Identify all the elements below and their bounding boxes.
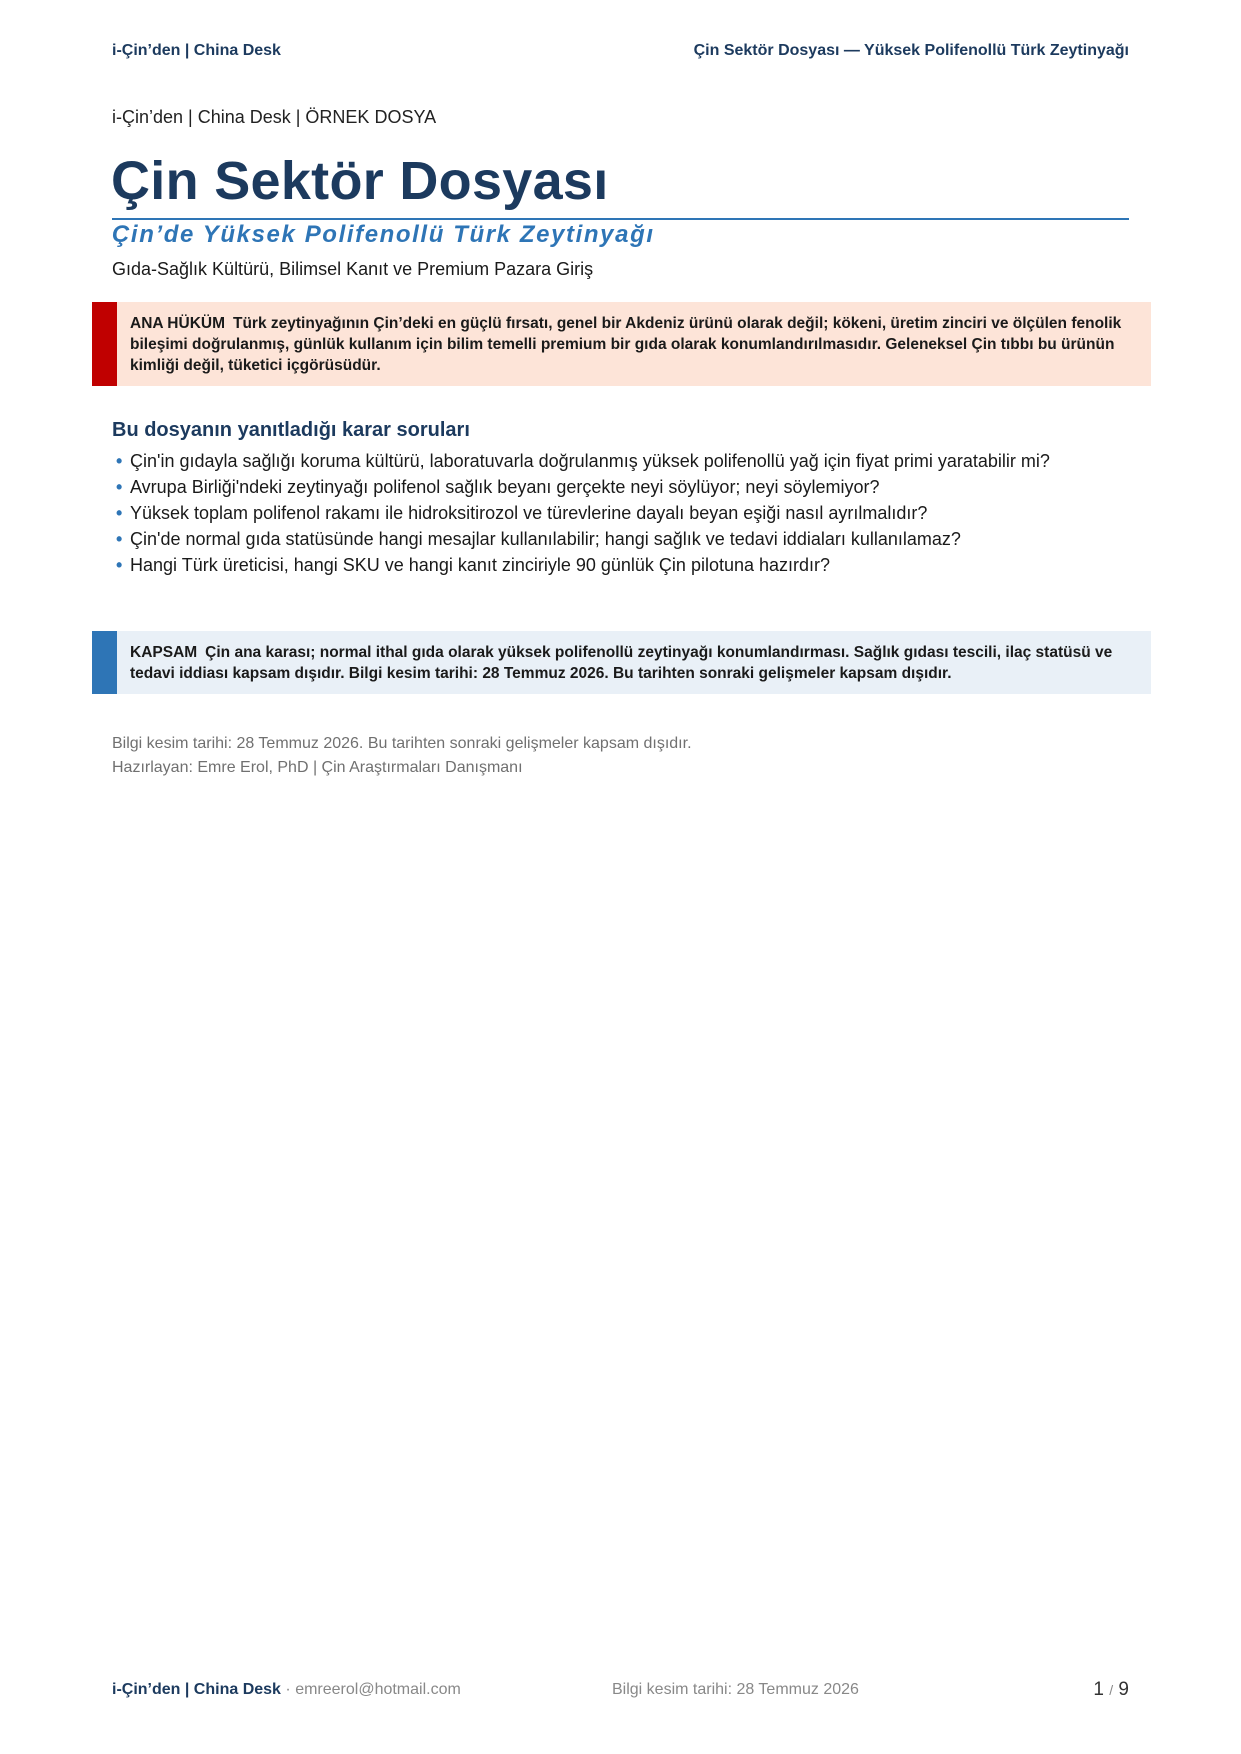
- header-document-title: Çin Sektör Dosyası — Yüksek Polifenollü Türk Zeytinyağı: [693, 42, 1129, 59]
- scope-text: Çin ana karası; normal ithal gıda olarak yüksek polifenollü zeytinyağı konumlandırması. Sağlık gıdası tescili, ilaç statüsü ve tedavi iddiası kapsam dışıdır. Bilgi kesim tarihi: 28 Temmuz 2026. Bu tarihten sonraki gelişmeler kapsam dışıdır.: [130, 644, 1113, 682]
- header-brand: i-Çin’den | China Desk: [112, 42, 281, 59]
- footer-separator: ·: [285, 1681, 291, 1698]
- question-text: Avrupa Birliği'ndeki zeytinyağı polifenol sağlık beyanı gerçekte neyi söylüyor; neyi söylemiyor?: [130, 477, 880, 497]
- page-current: 1: [1093, 1679, 1104, 1700]
- list-item: [116, 502, 1121, 525]
- question-text: Hangi Türk üreticisi, hangi SKU ve hangi kanıt zinciriyle 90 günlük Çin pilotuna hazırdır?: [130, 555, 831, 575]
- verdict-label: ANA HÜKÜM: [130, 315, 225, 332]
- author-note: Hazırlayan: Emre Erol, PhD | Çin Araştırmaları Danışmanı: [112, 759, 523, 776]
- list-item: [116, 528, 1121, 551]
- eyebrow-label: i-Çin’den | China Desk | ÖRNEK DOSYA: [112, 107, 437, 127]
- list-item: [116, 450, 1121, 473]
- question-text: Yüksek toplam polifenol rakamı ile hidroksitirozol ve türevlerine dayalı beyan eşiği nasıl ayrılmalıdır?: [130, 503, 928, 523]
- verdict-callout: [92, 302, 1151, 386]
- page-total: 9: [1118, 1679, 1129, 1700]
- page-title: Çin Sektör Dosyası: [111, 151, 609, 211]
- verdict-text: Türk zeytinyağının Çin’deki en güçlü fırsatı, genel bir Akdeniz ürünü olarak değil; kökeni, üretim zinciri ve ölçülen fenolik bileşimi doğrulanmış, günlük kullanım için bilim temelli premium bir gıda olarak konumlandırılmasıdır. Geleneksel Çin tıbbı bu ürünün kimliği değil, tüketici içgörüsüdür.: [130, 315, 1122, 374]
- questions-heading: Bu dosyanın yanıtladığı karar soruları: [112, 419, 470, 441]
- bullet-icon: •: [116, 555, 123, 575]
- document-notes: [112, 732, 692, 780]
- list-item: [116, 554, 1121, 577]
- scope-accent-bar: [92, 631, 117, 694]
- page-tagline: Gıda-Sağlık Kültürü, Bilimsel Kanıt ve Premium Pazara Giriş: [112, 259, 594, 279]
- scope-label: KAPSAM: [130, 644, 198, 661]
- footer-brand: i-Çin’den | China Desk: [112, 1681, 281, 1698]
- title-divider: [112, 218, 1129, 220]
- bullet-icon: •: [116, 529, 123, 549]
- footer-email: emreerol@hotmail.com: [295, 1681, 461, 1698]
- bullet-icon: •: [116, 477, 123, 497]
- cutoff-note: Bilgi kesim tarihi: 28 Temmuz 2026. Bu tarihten sonraki gelişmeler kapsam dışıdır.: [112, 735, 692, 752]
- scope-callout: [92, 631, 1151, 694]
- bullet-icon: •: [116, 503, 123, 523]
- page-separator: /: [1109, 1682, 1114, 1698]
- page-subtitle: Çin’de Yüksek Polifenollü Türk Zeytinyağı: [112, 221, 655, 248]
- list-item: [116, 476, 1121, 499]
- verdict-accent-bar: [92, 302, 117, 386]
- bullet-icon: •: [116, 451, 123, 471]
- footer-cutoff: Bilgi kesim tarihi: 28 Temmuz 2026: [612, 1681, 859, 1698]
- page-footer: [112, 1681, 1129, 1705]
- questions-list: [116, 450, 1121, 580]
- running-header: [112, 42, 1129, 60]
- page-number: [1093, 1679, 1129, 1701]
- question-text: Çin'de normal gıda statüsünde hangi mesajlar kullanılabilir; hangi sağlık ve tedavi iddiaları kullanılamaz?: [130, 529, 961, 549]
- question-text: Çin'in gıdayla sağlığı koruma kültürü, laboratuvarla doğrulanmış yüksek polifenollü yağ için fiyat primi yaratabilir mi?: [130, 451, 1050, 471]
